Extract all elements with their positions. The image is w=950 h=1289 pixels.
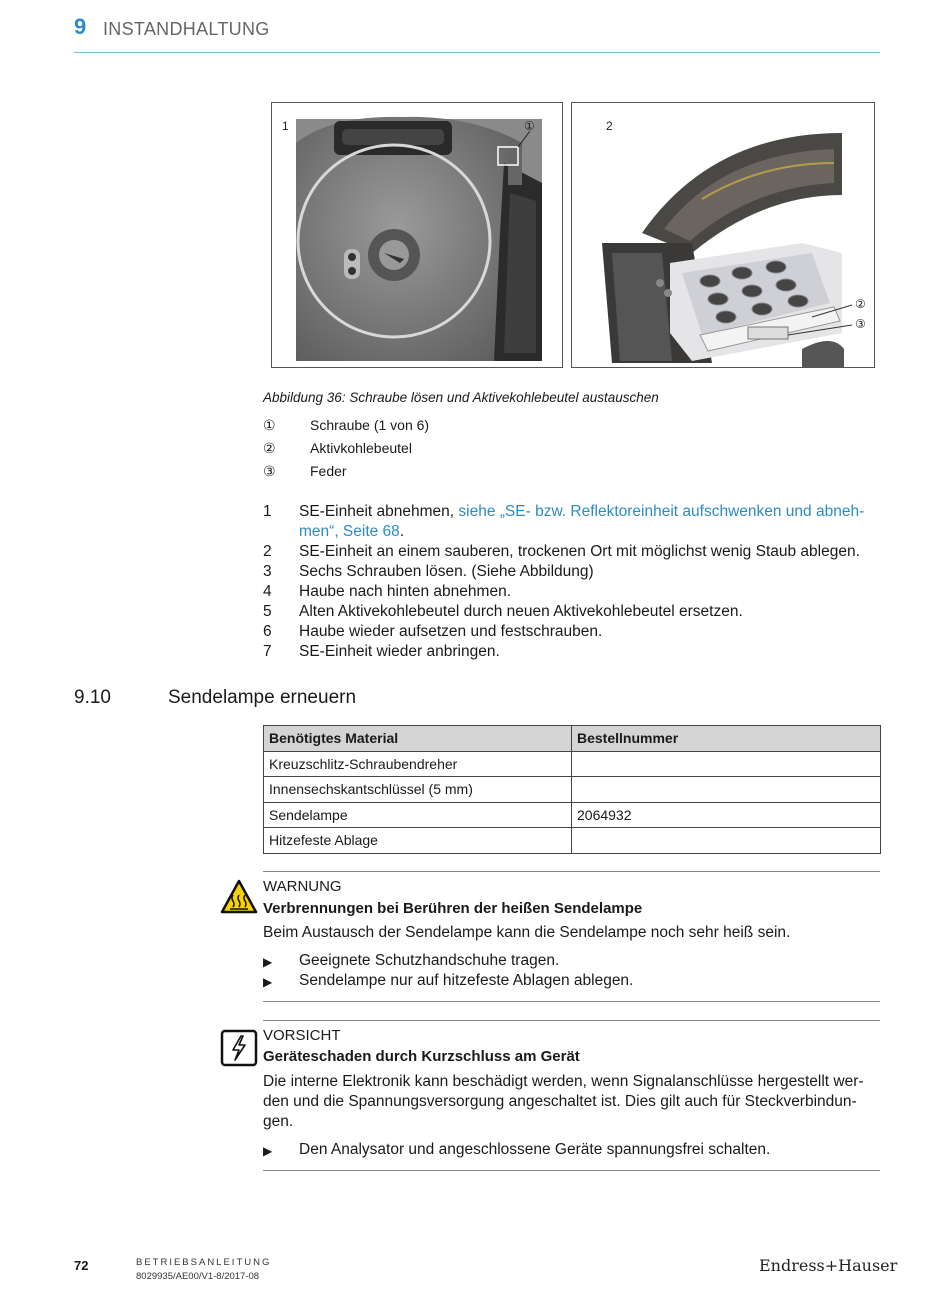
table-cell: Hitzefeste Ablage xyxy=(264,828,572,854)
document-type: BETRIEBSANLEITUNG xyxy=(136,1257,272,1268)
table-cell xyxy=(572,828,881,854)
legend-text: Feder xyxy=(310,463,347,479)
step-item xyxy=(263,622,880,642)
figure-2-photo xyxy=(571,102,875,368)
step-number: 5 xyxy=(263,603,272,620)
step-text: Haube wieder aufsetzen und festschrauben. xyxy=(299,623,603,640)
callout-1: ① xyxy=(524,119,535,133)
step-text-before: SE-Einheit abnehmen, xyxy=(299,503,459,520)
callout-2: ② xyxy=(855,297,866,311)
material-table xyxy=(263,725,881,854)
column-header-order-number: Bestellnummer xyxy=(572,726,881,752)
warning-bottom-rule xyxy=(263,1001,880,1002)
step-number: 3 xyxy=(263,563,272,580)
step-number: 4 xyxy=(263,583,272,600)
procedure-steps xyxy=(263,502,880,662)
warning-body: Beim Austausch der Sendelampe kann die Sendelampe noch sehr heiß sein. xyxy=(263,924,791,941)
step-text-after: . xyxy=(399,523,405,540)
caution-label: VORSICHT xyxy=(263,1027,341,1044)
legend-symbol: ③ xyxy=(263,463,276,479)
legend-symbol: ① xyxy=(263,417,276,433)
bullet-arrow-icon: ▶ xyxy=(263,975,273,989)
bullet-text: Den Analysator und angeschlossene Geräte spannungsfrei schalten. xyxy=(299,1141,771,1158)
bullet-text: Sendelampe nur auf hitzefeste Ablagen ablegen. xyxy=(299,972,634,989)
step-text: Haube nach hinten abnehmen. xyxy=(299,583,511,600)
table-row xyxy=(264,751,881,777)
step-item xyxy=(263,542,880,562)
step-item xyxy=(263,502,880,542)
figure-1-photo xyxy=(271,102,563,368)
table-row xyxy=(264,828,881,854)
filter-housing-photo xyxy=(272,103,562,367)
table-row xyxy=(264,777,881,803)
legend-text: Schraube (1 von 6) xyxy=(310,417,430,433)
warning-label: WARNUNG xyxy=(263,878,342,895)
section-title: Sendelampe erneuern xyxy=(168,687,357,708)
figure-1-label: 1 xyxy=(282,119,289,133)
table-cell xyxy=(572,751,881,777)
figure-2-label: 2 xyxy=(606,119,613,133)
page-number: 72 xyxy=(74,1258,89,1273)
table-cell: Kreuzschlitz-Schraubendreher xyxy=(264,751,572,777)
step-number: 2 xyxy=(263,543,272,560)
document-id: 8029935/AE00/V1-8/2017-08 xyxy=(136,1271,260,1282)
warning-bullet xyxy=(263,952,880,970)
step-item xyxy=(263,602,880,622)
caution-title: Geräteschaden durch Kurzschluss am Gerät xyxy=(263,1048,580,1065)
table-row xyxy=(264,802,881,828)
step-text: SE-Einheit an einem sauberen, trockenen Ort mit möglichst wenig Staub ablegen. xyxy=(299,543,860,560)
hot-surface-warning-icon xyxy=(220,879,258,915)
figure-caption: Abbildung 36: Schraube lösen und Aktivekohlebeutel austauschen xyxy=(263,390,659,405)
table-cell: Innensechskantschlüssel (5 mm) xyxy=(264,777,572,803)
bullet-arrow-icon: ▶ xyxy=(263,955,273,969)
caution-top-rule xyxy=(263,1020,880,1021)
bullet-arrow-icon: ▶ xyxy=(263,1144,273,1158)
caution-bottom-rule xyxy=(263,1170,880,1171)
step-text: Sechs Schrauben lösen. (Siehe Abbildung) xyxy=(299,563,594,580)
section-number: 9.10 xyxy=(74,687,111,708)
caution-bullet xyxy=(263,1141,880,1159)
legend-item xyxy=(263,417,429,434)
legend-text: Aktivkohlebeutel xyxy=(310,440,412,456)
legend-symbol: ② xyxy=(263,440,276,456)
step-text xyxy=(299,502,880,542)
step-item xyxy=(263,562,880,582)
header-rule xyxy=(74,52,880,53)
step-item xyxy=(263,582,880,602)
warning-bullet xyxy=(263,972,880,990)
electrical-hazard-icon xyxy=(220,1029,258,1067)
activated-carbon-bag-render xyxy=(572,103,874,367)
step-number: 1 xyxy=(263,503,272,520)
legend-item xyxy=(263,440,412,457)
chapter-number: 9 xyxy=(74,14,87,39)
chapter-title: INSTANDHALTUNG xyxy=(103,19,270,39)
step-number: 7 xyxy=(263,643,272,660)
table-cell xyxy=(572,777,881,803)
legend-item xyxy=(263,463,347,480)
step-text: SE-Einheit wieder anbringen. xyxy=(299,643,500,660)
step-item xyxy=(263,642,880,662)
step-number: 6 xyxy=(263,623,272,640)
column-header-material: Benötigtes Material xyxy=(264,726,572,752)
callout-3: ③ xyxy=(855,317,866,331)
cross-reference-link[interactable]: siehe „SE- bzw. Reflektoreinheit aufschwenken und abneh-men“, Seite 68 xyxy=(299,503,865,540)
step-text: Alten Aktivekohlebeutel durch neuen Aktivekohlebeutel ersetzen. xyxy=(299,603,743,620)
caution-body: Die interne Elektronik kann beschädigt werden, wenn Signalanschlüsse hergestellt wer-den und die Spannungsversorgung angeschaltet ist. Dies gilt auch für Steckverbindun-gen. xyxy=(263,1073,864,1130)
table-cell: Sendelampe xyxy=(264,802,572,828)
brand-logo: Endress+Hauser xyxy=(759,1256,898,1275)
bullet-text: Geeignete Schutzhandschuhe tragen. xyxy=(299,952,560,969)
warning-top-rule xyxy=(263,871,880,872)
table-cell: 2064932 xyxy=(572,802,881,828)
warning-title: Verbrennungen bei Berühren der heißen Sendelampe xyxy=(263,900,643,917)
table-header-row xyxy=(264,726,881,752)
